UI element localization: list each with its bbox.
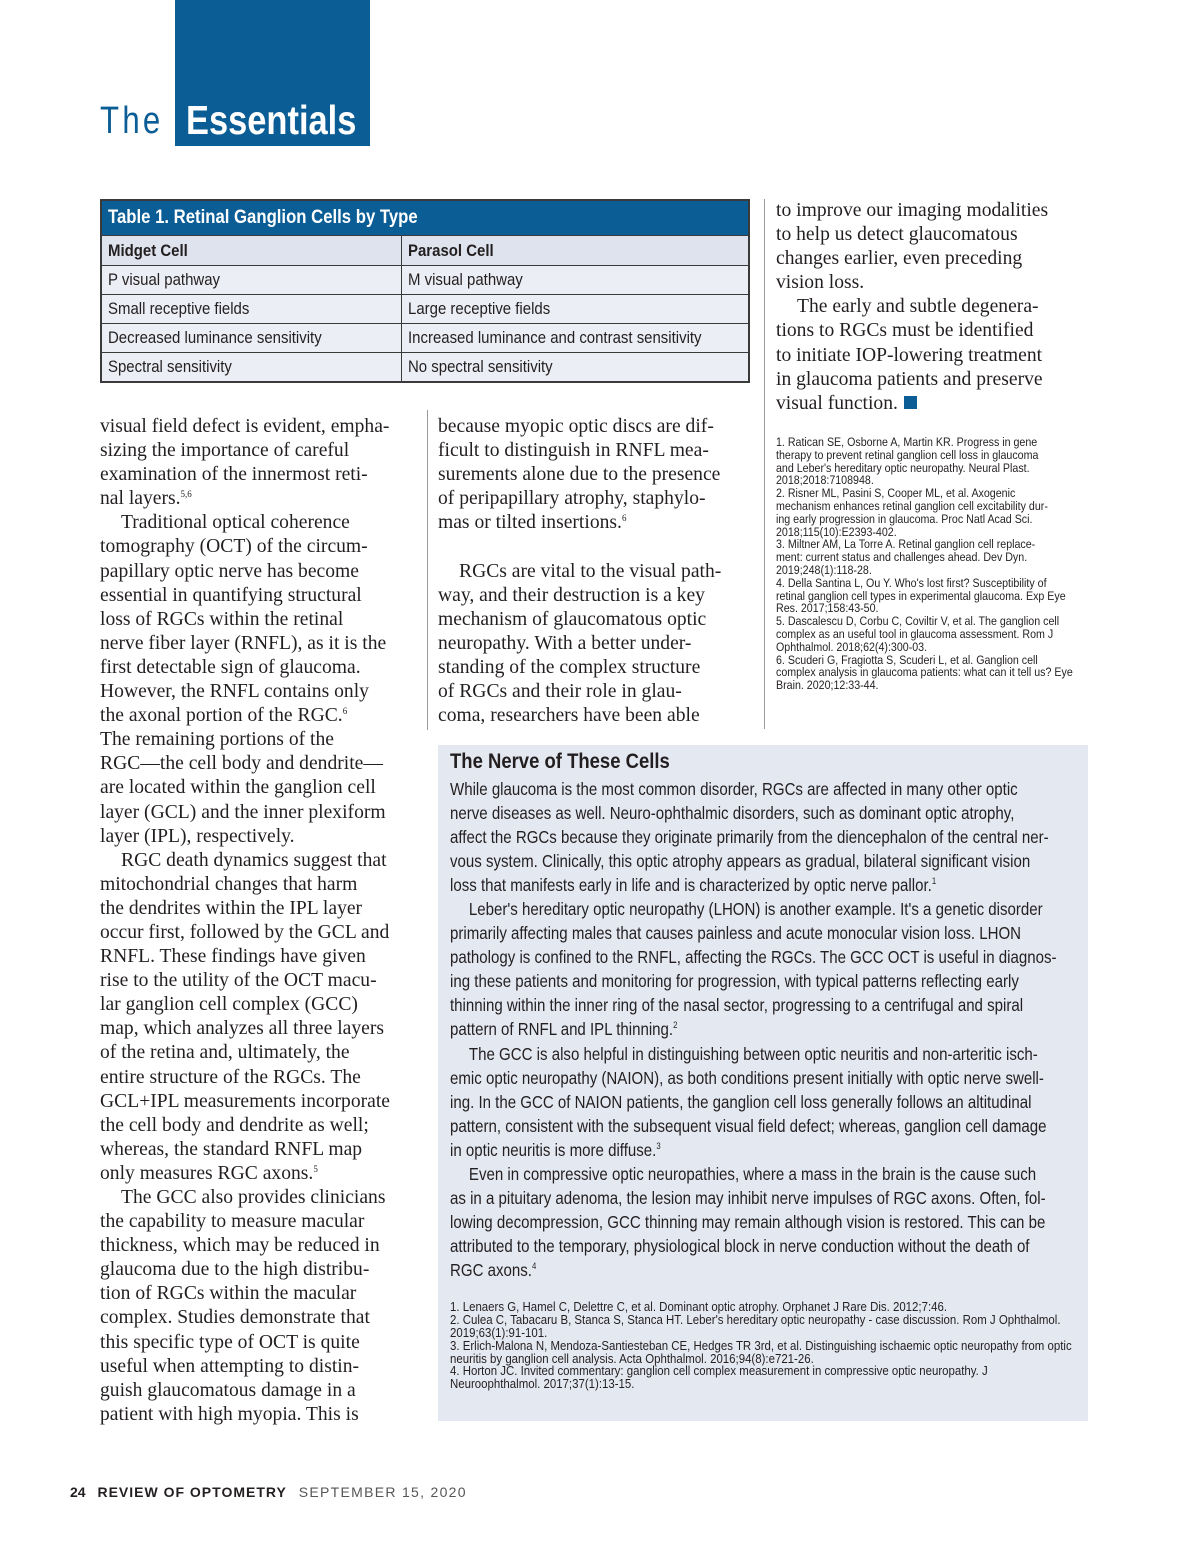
table-cell: Increased luminance and contrast sensitivity — [402, 324, 749, 353]
text-line: GCL+IPL measurements incorporate — [100, 1090, 390, 1112]
text-line: complex. Studies demonstrate that — [100, 1307, 370, 1329]
text-line: layer (GCL) and the inner plexiform — [100, 801, 386, 823]
table-cell: P visual pathway — [101, 266, 402, 295]
text-line: of peripapillary atrophy, staphylo- — [438, 488, 706, 510]
paragraph-gap — [438, 535, 748, 559]
reference-line: 2019;248(1):118-28. — [776, 562, 872, 577]
reference-line: therapy to prevent retinal ganglion cell loss in glaucoma — [776, 447, 1039, 462]
text-line: RGC death dynamics suggest that — [121, 849, 387, 871]
text-line: mas or tilted insertions.$^6$ — [438, 512, 627, 534]
text-line: of RGCs and their role in glau- — [438, 681, 682, 703]
text-line: pattern, consistent with the subsequent visual field defect; whereas, ganglion cell damage — [450, 1115, 1047, 1136]
text-line: emic optic neuropathy (NAION), as both conditions present initially with optic nerve swell- — [450, 1067, 1044, 1088]
table-cell: Small receptive fields — [101, 295, 402, 324]
text-line: whereas, the standard RNFL map — [100, 1138, 363, 1160]
text-line: pattern of RNFL and IPL thinning.$^2$ — [450, 1019, 678, 1040]
citation: 5 — [313, 1163, 318, 1174]
header-prefix: The — [100, 100, 164, 142]
text-line: are located within the ganglion cell — [100, 777, 376, 799]
column-divider — [427, 410, 428, 730]
text-line: However, the RNFL contains only — [100, 681, 369, 703]
sidebar-body — [450, 777, 1090, 1282]
text-line: neuropathy. With a better under- — [438, 632, 692, 654]
text-line: vous system. Clinically, this optic atrophy appears as gradual, bilateral significant vision — [450, 851, 1031, 872]
text-line: in glaucoma patients and preserve — [776, 368, 1043, 390]
header-title: Essentials — [186, 97, 357, 143]
page-number: 24 — [70, 1484, 86, 1500]
text-line: the dendrites within the IPL layer — [100, 897, 363, 919]
citation: 1 — [931, 876, 937, 887]
reference-line: 4. Della Santina L, Ou Y. Who's lost first? Susceptibility of — [776, 575, 1047, 590]
text-line: useful when attempting to distin- — [100, 1355, 360, 1377]
body-column-2 — [438, 415, 748, 728]
text-line: The early and subtle degenera- — [797, 296, 1039, 318]
text-line: changes earlier, even preceding — [776, 248, 1023, 270]
text-line: ing these patients and monitoring for progression, with typical patterns reflecting early — [450, 971, 1019, 992]
text-line: tion of RGCs within the macular — [100, 1283, 357, 1305]
text-line: lar ganglion cell complex (GCC) — [100, 994, 358, 1016]
citation: 6 — [342, 706, 348, 717]
text-line: in optic neuritis is more diffuse.$^3$ — [450, 1139, 661, 1160]
text-line: The remaining portions of the — [100, 729, 334, 751]
text-line: visual function. — [776, 392, 1086, 416]
text-line: examination of the innermost reti- — [100, 464, 368, 486]
reference-line: 1. Lenaers G, Hamel C, Delettre C, et al. Dominant optic atrophy. Orphanet J Rare Dis. 2012;7:46. — [450, 1299, 948, 1314]
text-line: to improve our imaging modalities — [776, 200, 1049, 221]
reference-line: 3. Miltner AM, La Torre A. Retinal ganglion cell replace- — [776, 537, 1036, 552]
body-column-1 — [100, 415, 415, 1427]
sidebar-reference-list — [450, 1301, 1100, 1391]
text-line: sizing the importance of careful — [100, 440, 350, 462]
text-line: coma, researchers have been able — [438, 705, 700, 727]
text-line: first detectable sign of glaucoma. — [100, 656, 361, 678]
text-line: nerve fiber layer (RNFL), as it is the — [100, 632, 387, 654]
reference-line: 3. Erlich-Malona N, Mendoza-Santiesteban CE, Hedges TR 3rd, et al. Distinguishing ischaemic optic neuropathy from optic — [450, 1337, 1072, 1353]
page-footer — [70, 1484, 467, 1500]
text-line: layer (IPL), respectively. — [100, 825, 295, 847]
text-line: glaucoma due to the high distribu- — [100, 1259, 370, 1281]
issue-date: SEPTEMBER 15, 2020 — [298, 1484, 467, 1500]
text-line: pathology is confined to the RNFL, affecting the RGCs. The GCC OCT is useful in diagnos- — [450, 947, 1057, 968]
sidebar-title: The Nerve of These Cells — [450, 750, 670, 773]
reference-line: 2. Risner ML, Pasini S, Cooper ML, et al. Axogenic — [776, 486, 1016, 501]
magazine-name: REVIEW OF OPTOMETRY — [97, 1484, 287, 1500]
reference-line: ment: current status and challenges ahead. Dev Dyn. — [776, 550, 1028, 565]
text-line: Traditional optical coherence — [121, 512, 350, 534]
reference-line: 5. Dascalescu D, Corbu C, Coviltir V, et al. The ganglion cell — [776, 614, 1060, 629]
reference-line: 2018;2018:7108948. — [776, 473, 874, 488]
text-line: RGC axons.$^4$ — [450, 1259, 537, 1280]
reference-line: Neuroophthalmol. 2017;37(1):13-15. — [450, 1376, 635, 1392]
table-cell: Large receptive fields — [402, 295, 749, 324]
table-header-parasol: Parasol Cell — [402, 236, 749, 266]
reference-line: Ophthalmol. 2018;62(4):300-03. — [776, 639, 928, 654]
text-line: standing of the complex structure — [438, 656, 701, 678]
citation: 2 — [673, 1020, 678, 1031]
text-line: way, and their destruction is a key — [438, 584, 705, 606]
reference-line: 2. Culea C, Tabacaru B, Stanca S, Stanca HT. Leber's hereditary optic neuropathy - case discussion. Rom J Ophthalmol. — [450, 1311, 1061, 1327]
text-line: affect the RGCs because they originate primarily from the diencephalon of the central ner- — [450, 827, 1049, 848]
text-line: vision loss. — [776, 272, 865, 294]
text-line: occur first, followed by the GCL and — [100, 921, 390, 943]
text-line: lowing decompression, GCC thinning may remain although vision is restored. This can be — [450, 1211, 1046, 1232]
text-line: tions to RGCs must be identified — [776, 320, 1034, 342]
text-line: loss that manifests early in life and is characterized by optic nerve pallor.$^1$ — [450, 875, 937, 896]
text-line: essential in quantifying structural — [100, 584, 362, 606]
text-line: patient with high myopia. This is — [100, 1403, 359, 1425]
text-line: While glaucoma is the most common disorder, RGCs are affected in many other optic — [450, 779, 1018, 799]
rgc-types-table — [100, 199, 750, 383]
text-line: RGC—the cell body and dendrite— — [100, 753, 383, 775]
text-line: because myopic optic discs are dif- — [438, 416, 714, 437]
text-line: attributed to the temporary, physiological block in nerve conduction without the death of — [450, 1235, 1030, 1256]
reference-line: complex analysis in glaucoma patients: what can it tell us? Eye — [776, 665, 1073, 680]
text-line: tomography (OCT) of the circum- — [100, 536, 368, 558]
reference-line: 6. Scuderi G, Fragiotta S, Scuderi L, et al. Ganglion cell — [776, 652, 1038, 667]
text-line: only measures RGC axons.$^5$ — [100, 1162, 318, 1184]
text-line: mechanism of glaucomatous optic — [438, 608, 707, 630]
text-line: the axonal portion of the RGC.$^6$ — [100, 705, 348, 727]
text-line: to help us detect glaucomatous — [776, 224, 1018, 246]
text-line: to initiate IOP-lowering treatment — [776, 344, 1043, 366]
text-line: Even in compressive optic neuropathies, where a mass in the brain is the cause such — [468, 1163, 1037, 1184]
reference-line: 1. Ratican SE, Osborne A, Martin KR. Progress in gene — [776, 435, 1038, 449]
text-line: papillary optic nerve has become — [100, 560, 359, 582]
table-cell: Decreased luminance sensitivity — [101, 324, 402, 353]
citation: 5,6 — [180, 489, 192, 500]
text-line: the cell body and dendrite as well; — [100, 1114, 369, 1136]
text-line: The GCC is also helpful in distinguishing between optic neuritis and non-arteritic isch- — [468, 1043, 1038, 1064]
text-line: Leber's hereditary optic neuropathy (LHON) is another example. It's a genetic disorder — [468, 899, 1043, 920]
text-line: the capability to measure macular — [100, 1211, 365, 1233]
table-cell: Spectral sensitivity — [101, 353, 402, 383]
text-line: primarily affecting males that causes painless and acute monocular vision loss. LHON — [450, 923, 1022, 944]
reference-line: 4. Horton JC. Invited commentary: ganglion cell complex measurement in compressive optic neuropathy. J — [450, 1363, 988, 1379]
text-line: The GCC also provides clinicians — [121, 1187, 386, 1208]
text-line: nerve diseases as well. Neuro-ophthalmic disorders, such as dominant optic atrophy, — [450, 803, 1015, 824]
reference-line: Brain. 2020;12:33-44. — [776, 678, 879, 693]
reference-line: 2019;63(1):91-101. — [450, 1324, 548, 1340]
citation: 6 — [621, 513, 627, 524]
text-line: of the retina and, ultimately, the — [100, 1042, 350, 1064]
table-header-midget: Midget Cell — [101, 236, 402, 266]
citation: 3 — [656, 1140, 661, 1151]
text-line: as in a pituitary adenoma, the lesion may inhibit nerve impulses of RGC axons. Often, fol- — [450, 1187, 1046, 1208]
text-line: mitochondrial changes that harm — [100, 873, 358, 895]
reference-line: mechanism enhances retinal ganglion cell excitability dur- — [776, 498, 1048, 513]
text-line: surements alone due to the presence — [438, 464, 721, 486]
text-line: nal layers.$^{5,6}$ — [100, 488, 192, 510]
reference-line: and Leber's hereditary optic neuropathy. Neural Plast. — [776, 460, 1030, 475]
reference-line: 2018;115(10):E2393-402. — [776, 524, 897, 539]
text-line: RNFL. These findings have given — [100, 946, 366, 968]
table-cell: No spectral sensitivity — [402, 353, 749, 383]
text-line: visual field defect is evident, empha- — [100, 416, 390, 437]
body-column-3 — [776, 199, 1086, 416]
citation: 4 — [531, 1260, 537, 1271]
text-line: thinning within the inner ring of the nasal sector, progressing to a centrifugal and spiral — [450, 995, 1024, 1016]
text-line: rise to the utility of the OCT macu- — [100, 970, 377, 992]
text-line: RGCs are vital to the visual path- — [459, 560, 722, 582]
column-divider — [764, 199, 765, 729]
reference-line: ing early progression in glaucoma. Proc Natl Acad Sci. — [776, 511, 1033, 526]
text-line: ficult to distinguish in RNFL mea- — [438, 440, 709, 462]
reference-line: complex as an useful tool in glaucoma assessment. Rom J — [776, 626, 1054, 641]
text-line: ing. In the GCC of NAION patients, the ganglion cell loss generally follows an altitudinal — [450, 1091, 1032, 1112]
text-line: thickness, which may be reduced in — [100, 1235, 380, 1257]
reference-line: Res. 2017;158:43-50. — [776, 601, 879, 616]
reference-line: neuritis by ganglion cell analysis. Acta Ophthalmol. 2016;94(8):e721-26. — [450, 1350, 814, 1366]
table-caption: Table 1. Retinal Ganglion Cells by Type — [101, 200, 749, 236]
text-line: this specific type of OCT is quite — [100, 1331, 360, 1353]
reference-list — [776, 436, 1096, 692]
text-line: entire structure of the RGCs. The — [100, 1066, 361, 1088]
text-line: guish glaucomatous damage in a — [100, 1379, 356, 1401]
end-mark-icon — [904, 396, 917, 409]
table-cell: M visual pathway — [402, 266, 749, 295]
text-line: map, which analyzes all three layers — [100, 1018, 384, 1040]
text-line: loss of RGCs within the retinal — [100, 608, 344, 630]
reference-line: retinal ganglion cell types in experimental glaucoma. Exp Eye — [776, 588, 1066, 603]
